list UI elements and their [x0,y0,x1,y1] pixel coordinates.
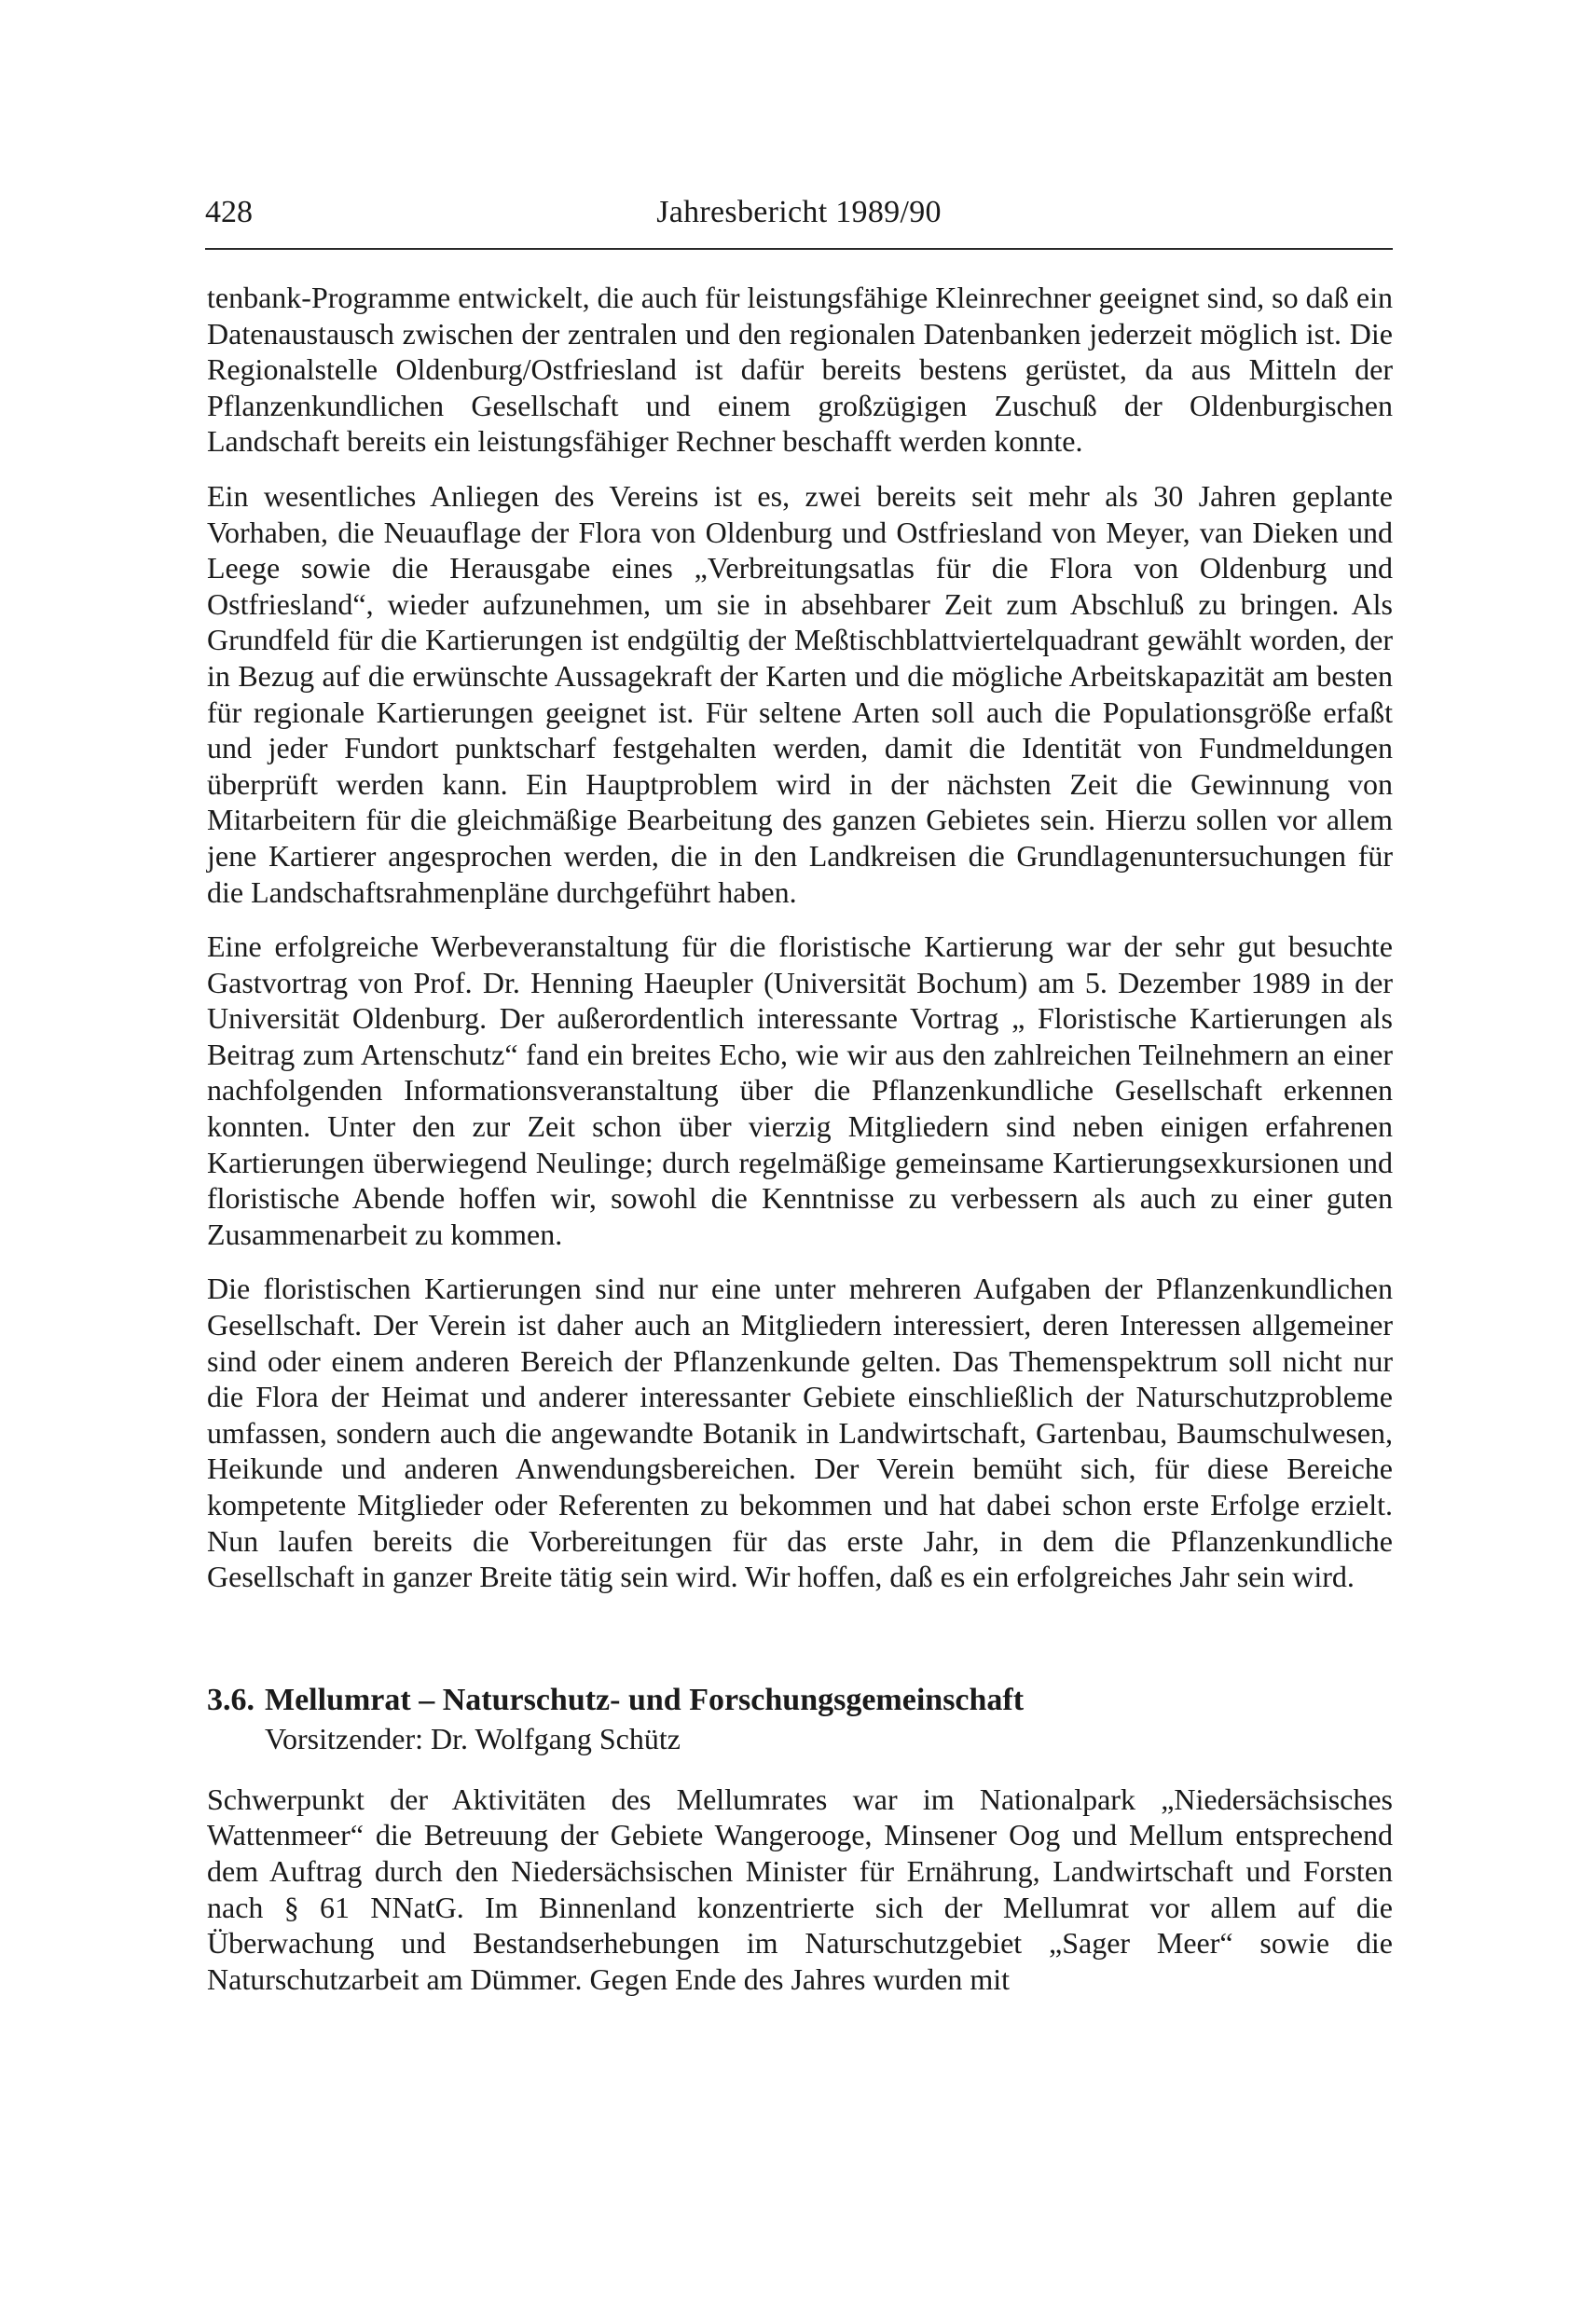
body-text [207,280,1393,2016]
section-title: Mellumrat – Naturschutz- und Forschungsgemeinschaft [265,1682,1025,1717]
paragraph-1: tenbank-Programme entwickelt, die auch für leistungsfähige Kleinrechner geeignet sind, so daß ein Datenaustausch zwischen der zentralen und den regionalen Datenbanken jederzeit möglich ist. Die Regionalstelle Oldenburg/Ostfriesland ist dafür bereits bestens gerüstet, da aus Mitteln der Pflanzenkundlichen Gesellschaft und einem großzügigen Zuschuß der Oldenburgischen Landschaft bereits ein leistungsfähiger Rechner beschafft werden konnte. [207,281,1393,459]
paragraph-2: Ein wesentliches Anliegen des Vereins ist es, zwei bereits seit mehr als 30 Jahren geplante Vorhaben, die Neuauflage der Flora von Oldenburg und Ostfriesland von Meyer, van Dieken und Leege sowie die Herausgabe eines „Verbreitungsatlas für die Flora von Oldenburg und Ostfriesland“, wieder aufzunehmen, um sie in absehbarer Zeit zum Abschluß zu bringen. Als Grundfeld für die Kartierungen ist endgültig der Meßtischblattviertelquadrant gewählt worden, der in Bezug auf die erwünschte Aussagekraft der Karten und die mögliche Arbeitskapazität am besten für regionale Kartierungen geeignet ist. Für seltene Arten soll auch die Populationsgröße erfaßt und jeder Fundort punktscharf festgehalten werden, damit die Identität von Fundmeldungen überprüft werden kann. Ein Hauptproblem wird in der nächsten Zeit die Gewinnung von Mitarbeitern für die gleichmäßige Bearbeitung des ganzen Gebietes sein. Hierzu sollen vor allem jene Kartierer angesprochen werden, die in den Landkreisen die Grundlagenuntersuchungen für die Landschaftsrahmenpläne durchgeführt haben. [207,478,1393,909]
section-heading [207,1681,1393,1720]
section-number: 3.6. [207,1682,255,1717]
paragraph-3: Eine erfolgreiche Werbeveranstaltung für die floristische Kartierung war der sehr gut besuchte Gastvortrag von Prof. Dr. Henning Haeupler (Universität Bochum) am 5. Dezember 1989 in der Universität Oldenburg. Der außerordentlich interessante Vortrag „ Floristische Kartierungen als Beitrag zum Artenschutz“ fand ein breites Echo, wie wir aus den zahlreichen Teilnehmern an einer nachfolgenden Informationsveranstaltung über die Pflanzenkundliche Gesellschaft erkennen konnten. Unter den zur Zeit schon über vierzig Mitgliedern sind neben einigen erfahrenen Kartierungen überwiegend Neulinge; durch regelmäßige gemeinsame Kartierungsexkursionen und floristische Abende hoffen wir, sowohl die Kenntnisse zu verbessern als auch zu einer guten Zusammenarbeit zu kommen. [207,929,1393,1251]
paragraph-4: Die floristischen Kartierungen sind nur eine unter mehreren Aufgaben der Pflanzenkundlichen Gesellschaft. Der Verein ist daher auch an Mitgliedern interessiert, deren Interessen allgemeiner sind oder einem anderen Bereich der Pflanzenkunde gelten. Das Themenspektrum soll nicht nur die Flora der Heimat und anderer interessanter Gebiete einschließlich der Naturschutzprobleme umfassen, sondern auch die angewandte Botanik in Landwirtschaft, Gartenbau, Baumschulwesen, Heikunde und anderen Anwendungsbereichen. Der Verein bemüht sich, für diese Bereiche kompetente Mitglieder oder Referenten zu bekommen und hat dabei schon erste Erfolge erzielt. Nun laufen bereits die Vorbereitungen für das erste Jahr, in dem die Pflanzenkundliche Gesellschaft in ganzer Breite tätig sein wird. Wir hoffen, daß es ein erfolgreiches Jahr sein wird. [207,1272,1393,1594]
section-3-6 [207,1681,1393,1998]
running-header [205,192,1393,250]
running-title: Jahresbericht 1989/90 [656,195,942,229]
section-paragraph: Schwerpunkt der Aktivitäten des Mellumrates war im Nationalpark „Niedersächsisches Wattenmeer“ die Betreuung der Gebiete Wangerooge, Minsener Oog und Mellum entsprechend dem Auftrag durch den Niedersächsischen Minister für Ernährung, Landwirtschaft und Forsten nach § 61 NNatG. Im Binnenland konzentrierte sich der Mellumrat vor allem auf die Überwachung und Bestandserhebungen im Naturschutzgebiet „Sager Meer“ sowie die Naturschutzarbeit am Dümmer. Gegen Ende des Jahres wurden mit [207,1782,1393,1996]
page-number: 428 [205,195,253,229]
section-chair: Vorsitzender: Dr. Wolfgang Schütz [265,1721,681,1755]
